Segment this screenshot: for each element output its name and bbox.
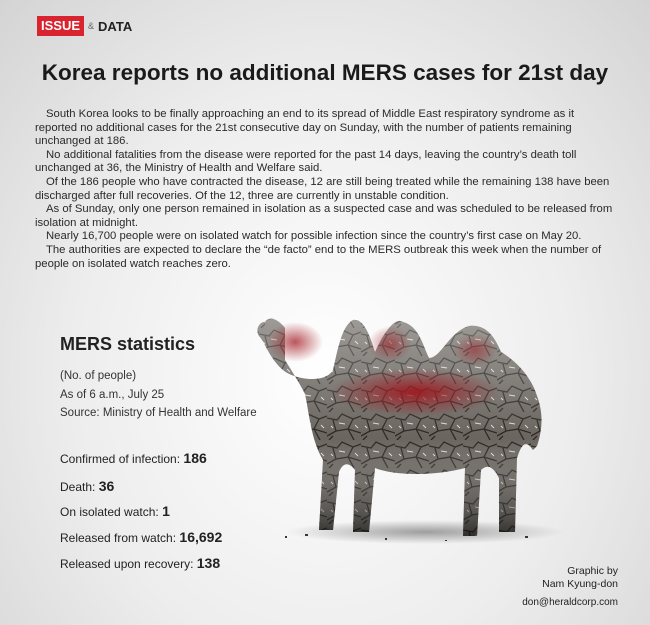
- stats-unit: (No. of people): [60, 370, 137, 382]
- stats-title: MERS statistics: [60, 334, 196, 354]
- credit-author: Nam Kyung-don: [542, 578, 618, 590]
- stat-label: On isolated watch:: [60, 505, 159, 519]
- article-paragraph: Of the 186 people who have contracted the disease, 12 are still being treated while the remaining 138 have been discharged after full recoveries. Of the 12, three are currently in unstable condition.: [35, 175, 610, 202]
- stat-label: Released upon recovery:: [60, 557, 194, 571]
- credit-email: don@heraldcorp.com: [522, 597, 618, 608]
- stat-isolated: [60, 503, 170, 519]
- brand-data: DATA: [98, 18, 133, 34]
- article-body: [35, 108, 619, 271]
- article-paragraph: No additional fatalities from the disease were reported for the past 14 days, leaving the country’s death toll unchanged at 36, the Ministry of Health and Welfare said.: [35, 148, 577, 175]
- stat-label: Death:: [60, 480, 96, 494]
- stat-confirmed: [60, 450, 207, 466]
- stat-value: 16,692: [179, 529, 223, 545]
- stat-label: Released from watch:: [60, 531, 177, 545]
- stat-value: 36: [98, 478, 115, 494]
- stat-label: Confirmed of infection:: [60, 452, 181, 466]
- stat-released-recovery: [60, 555, 220, 571]
- camel-icon: [225, 300, 585, 550]
- stat-released-watch: [60, 529, 222, 545]
- graphic-credit: [522, 565, 618, 609]
- stat-value: 138: [196, 555, 221, 571]
- article-paragraph: Nearly 16,700 people were on isolated watch for possible infection since the country’s first case on May 20.: [46, 230, 582, 243]
- stat-value: 1: [162, 503, 170, 519]
- brand-logo: [37, 16, 132, 36]
- stats-source: Source: Ministry of Health and Welfare: [60, 407, 257, 419]
- credit-line1: Graphic by: [567, 565, 618, 577]
- article-paragraph: The authorities are expected to declare the “de facto” end to the MERS outbreak this week when the number of people on isolated watch reaches zero.: [35, 243, 602, 270]
- brand-amp: &: [88, 21, 95, 31]
- stats-meta: [60, 367, 257, 423]
- page-title: Korea reports no additional MERS cases for 21st day: [41, 60, 609, 85]
- stat-value: 186: [183, 450, 207, 466]
- stats-asof: As of 6 a.m., July 25: [60, 388, 165, 401]
- article-paragraph: South Korea looks to be finally approaching an end to its spread of Middle East respiratory syndrome as it reported no additional cases for the 21st consecutive day on Sunday, with the number of patients remaining unchanged at 186.: [35, 108, 575, 148]
- article-paragraph: As of Sunday, only one person remained in isolation as a suspected case and was scheduled to be released from isolation at midnight.: [35, 203, 613, 229]
- brand-issue: ISSUE: [37, 16, 84, 36]
- stat-death: [60, 478, 114, 494]
